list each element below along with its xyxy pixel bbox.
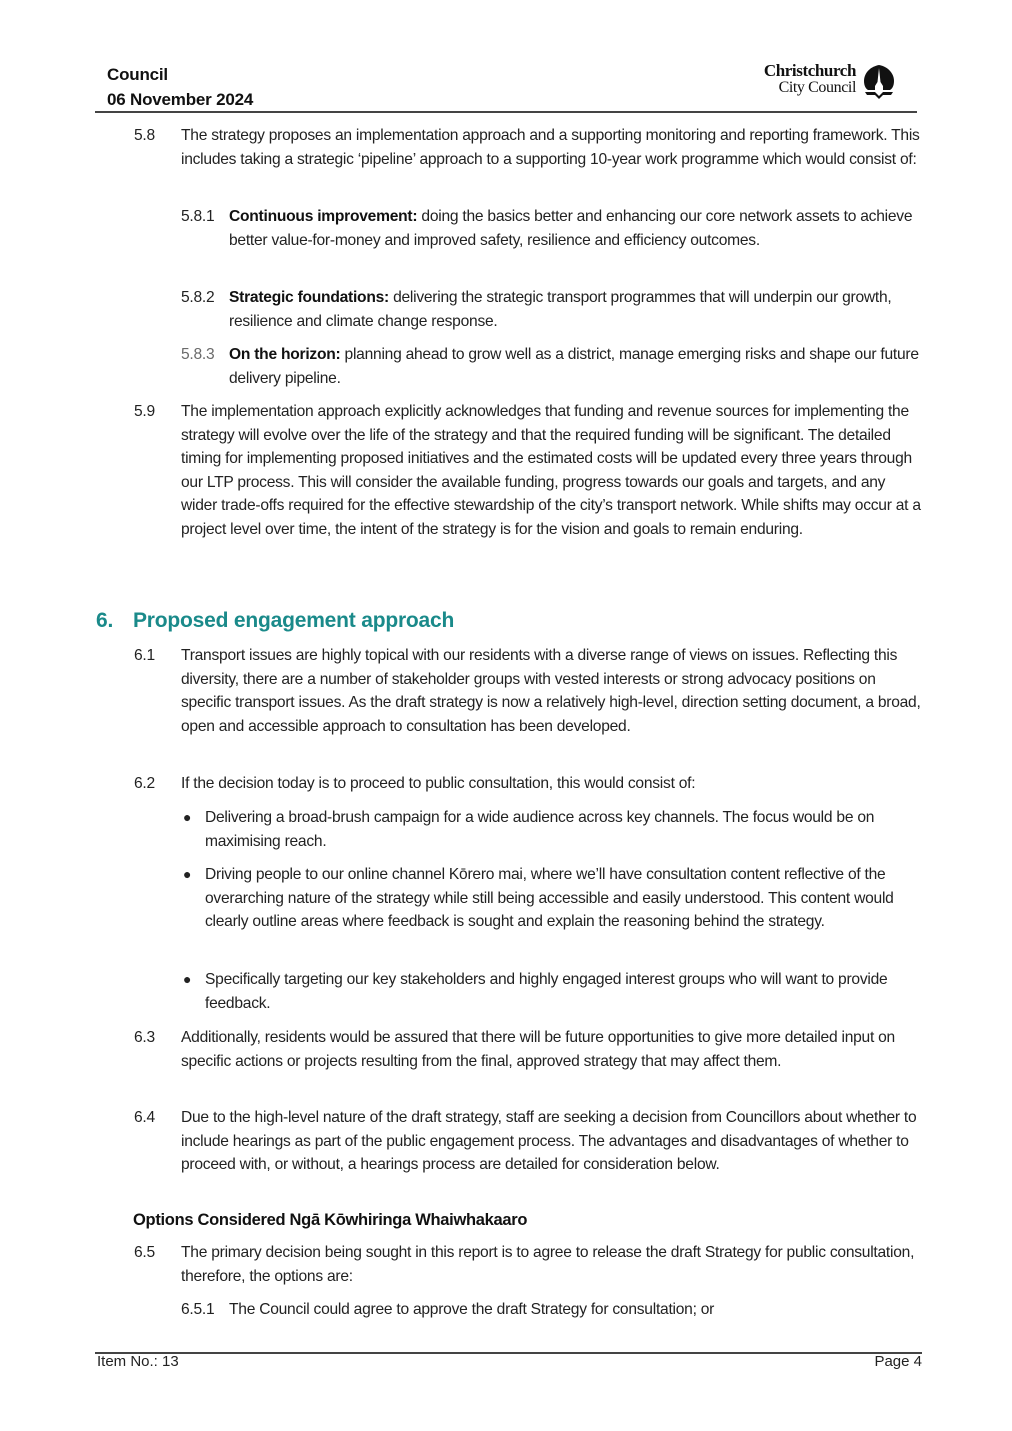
paragraph-number: 5.8 <box>134 127 155 144</box>
bullet-item: Driving people to our online channel Kōrero mai, where we’ll have consultation content reflective of the overarching nature of the strategy while still being accessible and easily understood. This content would clearly outline areas where feedback is sought and explain the reasoning behind the strategy. <box>205 866 894 930</box>
footer-divider <box>95 1352 922 1354</box>
subparagraph-number: 5.8.2 <box>181 289 215 306</box>
paragraph-text: The primary decision being sought in this report is to agree to release the draft Strategy for public consultation, therefore, the options are: <box>181 1244 915 1285</box>
subparagraph-number: 5.8.1 <box>181 208 215 225</box>
paragraph-text: Due to the high-level nature of the draft strategy, staff are seeking a decision from Councillors about whether to include hearings as part of the public engagement process. The advantages and disadvantages of whether to proceed with, or without, a hearings process are detailed for consideration below. <box>181 1109 917 1173</box>
paragraph-number: 5.9 <box>134 403 155 420</box>
paragraph-number: 6.4 <box>134 1109 155 1126</box>
paragraph-number: 6.3 <box>134 1029 155 1046</box>
bullet-icon: ● <box>183 971 192 987</box>
subparagraph-number: 6.5.1 <box>181 1301 215 1318</box>
subparagraph-text: On the horizon: planning ahead to grow well as a district, manage emerging risks and shape our future delivery pipeline. <box>229 346 919 387</box>
cathedral-spire-emblem-icon <box>862 64 896 100</box>
subparagraph-number: 5.8.3 <box>181 346 215 363</box>
subparagraph-lead: Strategic foundations: <box>229 289 389 306</box>
section-title: Proposed engagement approach <box>133 609 455 632</box>
bullet-item: Delivering a broad-brush campaign for a wide audience across key channels. The focus would be on maximising reach. <box>205 809 875 850</box>
paragraph-number: 6.1 <box>134 647 155 664</box>
subparagraph-text: Strategic foundations: delivering the strategic transport programmes that will underpin our growth, resilience and climate change response. <box>229 289 892 330</box>
subparagraph-text: Continuous improvement: doing the basics better and enhancing our core network assets to achieve better value-for-money and improved safety, resilience and efficiency outcomes. <box>229 208 913 249</box>
page-number: Page 4 <box>874 1353 922 1370</box>
options-heading: Options Considered Ngā Kōwhiringa Whaiwhakaaro <box>133 1211 528 1229</box>
paragraph-text: Additionally, residents would be assured that there will be future opportunities to give more detailed input on specific actions or projects resulting from the final, approved strategy that may affect them. <box>181 1029 895 1070</box>
bullet-icon: ● <box>183 809 192 825</box>
meeting-date: 06 November 2024 <box>107 90 254 109</box>
meeting-name: Council <box>107 65 168 84</box>
paragraph-text: The strategy proposes an implementation approach and a supporting monitoring and reporting framework. This includes taking a strategic ‘pipeline’ approach to a supporting 10-year work programme which would consist of: <box>181 127 920 168</box>
bullet-icon: ● <box>183 866 192 882</box>
paragraph-number: 6.5 <box>134 1244 155 1261</box>
section-heading <box>96 609 454 633</box>
section-number: 6. <box>96 609 114 632</box>
bullet-item: Specifically targeting our key stakeholders and highly engaged interest groups who will want to provide feedback. <box>205 971 888 1012</box>
paragraph-text: If the decision today is to proceed to public consultation, this would consist of: <box>181 775 696 792</box>
subparagraph-lead: On the horizon: <box>229 346 341 363</box>
subparagraph-lead: Continuous improvement: <box>229 208 418 225</box>
logo-line-2: City Council <box>778 79 856 96</box>
page-header <box>107 62 253 112</box>
council-logo <box>745 62 900 102</box>
item-number: Item No.: 13 <box>97 1353 179 1370</box>
paragraph-text: Transport issues are highly topical with our residents with a diverse range of views on issues. Reflecting this diversity, there are a number of stakeholder groups with vested interests or strong advocacy positions on specific transport issues. As the draft strategy is now a relatively high-level, direction setting document, a broad, open and accessible approach to consultation has been developed. <box>181 647 921 735</box>
paragraph-text: The implementation approach explicitly acknowledges that funding and revenue sources for implementing the strategy will evolve over the life of the strategy and that the required funding will be significant. The detailed timing for implementing proposed initiatives and the estimated costs will be updated every three years through our LTP process. This will consider the available funding, progress towards our goals and targets, and any wider trade-offs required for the effective stewardship of the city’s transport network. While shifts may occur at a project level over time, the intent of the strategy is for the vision and goals to remain enduring. <box>181 403 921 538</box>
header-divider <box>95 111 917 113</box>
logo-line-1: Christchurch <box>763 61 856 80</box>
subparagraph-text: The Council could agree to approve the draft Strategy for consultation; or <box>229 1301 715 1318</box>
paragraph-number: 6.2 <box>134 775 155 792</box>
